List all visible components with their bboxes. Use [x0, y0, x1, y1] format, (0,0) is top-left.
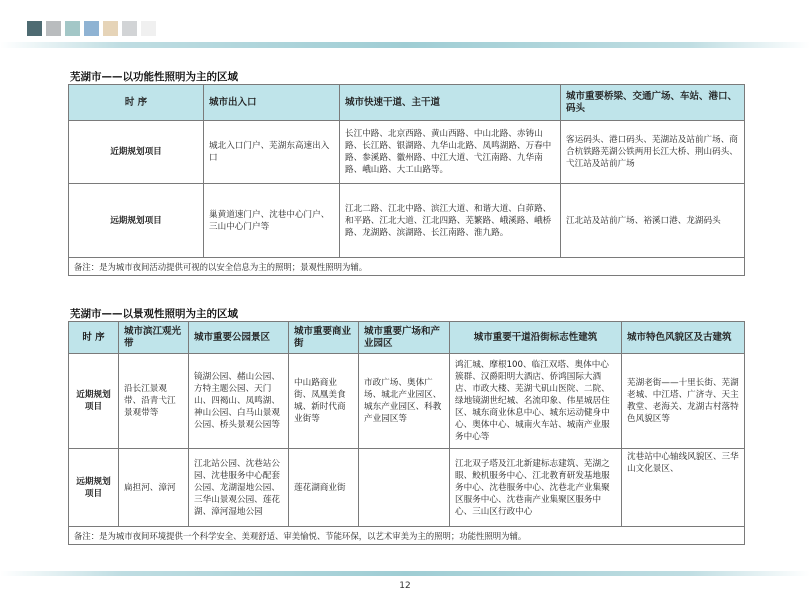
- table-cell: 沿长江景观带、沿青弋江景观带等: [119, 354, 189, 449]
- table-cell: 江北站及站前广场、裕溪口港、龙湖码头: [561, 184, 745, 258]
- color-swatch: [103, 21, 118, 36]
- color-swatch-strip: [27, 21, 156, 36]
- table-cell: 客运码头、港口码头、芜湖站及站前广场、商合杭铁路芜湖公铁两用长江大桥、荆山码头、弋江站及站前广场: [561, 121, 745, 184]
- color-swatch: [65, 21, 80, 36]
- table-row: [69, 354, 745, 449]
- column-header: 时 序: [69, 322, 119, 354]
- table-cell: 扁担河、漳河: [119, 449, 189, 527]
- column-header: 城市重要干道沿街标志性建筑: [450, 322, 622, 354]
- table-cell: 市政广场、奥体广场、城北产业园区、城东产业园区、科教产业园区等: [359, 354, 450, 449]
- table-note: 备注：是为城市夜间环境提供一个科学安全、美观舒适、审美愉悦、节能环保，以艺术审美为主的照明；功能性照明为辅。: [69, 527, 745, 545]
- column-header: 城市重要桥梁、交通广场、车站、港口、码头: [561, 85, 745, 121]
- section2-title: 芜湖市——以景观性照明为主的区域: [70, 308, 238, 320]
- column-header: 城市出入口: [204, 85, 340, 121]
- column-header: 城市快速干道、主干道: [340, 85, 561, 121]
- table-header-row: [69, 322, 745, 354]
- table-cell: 城北入口门户、芜湖东高速出入口: [204, 121, 340, 184]
- footer-band: [0, 571, 810, 576]
- table-note-row: [69, 527, 745, 545]
- column-header: 城市重要公园景区: [189, 322, 289, 354]
- table-cell: 中山路商业街、凤凰美食城、新时代商业街等: [289, 354, 359, 449]
- column-header: 时 序: [69, 85, 204, 121]
- table-cell: 芜湖老街——十里长街、芜湖老城、中江塔、广济寺、天主教堂、老海关、龙湖古村落特色风貌区等: [622, 354, 745, 449]
- table-cell: 鸿汇城、摩根100、临江双塔、奥体中心簇群、汉爵阳明大酒店、侨鸿国际大酒店、市政大楼、芜湖弋矶山医院、二院、绿地镜湖世纪城、名流印象、伟星城居住区、城东商业休息中心、城东运动健身中心、奥体中心、城南火车站、城南产业服务中心等: [450, 354, 622, 449]
- row-label: 近期规划项目: [69, 121, 204, 184]
- section1-title: 芜湖市——以功能性照明为主的区域: [70, 71, 238, 83]
- column-header: 城市重要商业街: [289, 322, 359, 354]
- row-label: 远期规划项目: [69, 184, 204, 258]
- color-swatch: [84, 21, 99, 36]
- table-cell: 镜湖公园、赭山公园、方特主题公园、天门山、四褐山、凤鸣湖、神山公园、白马山景观公园、桥头景观公园等: [189, 354, 289, 449]
- table-cell: 巢黄道速门户、沈巷中心门户、三山中心门户等: [204, 184, 340, 258]
- column-header: 城市重要广场和产业园区: [359, 322, 450, 354]
- color-swatch: [46, 21, 61, 36]
- header-band: [0, 42, 810, 48]
- table-note: 备注：是为城市夜间活动提供可视的以安全信息为主的照明；景观性照明为辅。: [69, 258, 745, 276]
- column-header: 城市特色风貌区及古建筑: [622, 322, 745, 354]
- color-swatch: [27, 21, 42, 36]
- table-cell: 江北二路、江北中路、滨江大道、和谐大道、白茆路、和平路、江北大道、江北四路、芜繁路、峨溪路、峨桥路、龙湖路、滨湖路、长江南路、淮九路。: [340, 184, 561, 258]
- table-cell: 莲花湖商业街: [289, 449, 359, 527]
- color-swatch: [122, 21, 137, 36]
- row-label: 远期规划项目: [69, 449, 119, 527]
- landscape-lighting-table: [68, 321, 745, 545]
- table-note-row: [69, 258, 745, 276]
- table-cell: 长江中路、北京西路、黄山西路、中山北路、赤铸山路、长江路、银湖路、九华山北路、凤鸣湖路、万春中路、参溪路、徽州路、中江大道、弋江南路、九华南路、峨山路、大工山路等。: [340, 121, 561, 184]
- table-row: [69, 121, 745, 184]
- table-cell: 江北双子塔及江北新建标志建筑、芜湖之眼、鲛机服务中心、江北教育研发基地服务中心、沈巷服务中心、沈巷北产业集聚区服务中心、沈巷南产业集聚区服务中心、三山区行政中心: [450, 449, 622, 527]
- table-header-row: [69, 85, 745, 121]
- table-row: [69, 449, 745, 527]
- table-cell: 江北站公园、沈巷站公园、沈巷服务中心配套公园、龙湖湿地公园、三华山景观公园、莲花湖、漳河湿地公园: [189, 449, 289, 527]
- page-number: 12: [399, 581, 411, 591]
- table-cell: [359, 449, 450, 527]
- color-swatch: [141, 21, 156, 36]
- table-row: [69, 184, 745, 258]
- functional-lighting-table: [68, 84, 745, 276]
- table-cell: 沈巷站中心轴线风貌区、三华山文化景区、: [622, 449, 745, 527]
- column-header: 城市滨江观光带: [119, 322, 189, 354]
- row-label: 近期规划项目: [69, 354, 119, 449]
